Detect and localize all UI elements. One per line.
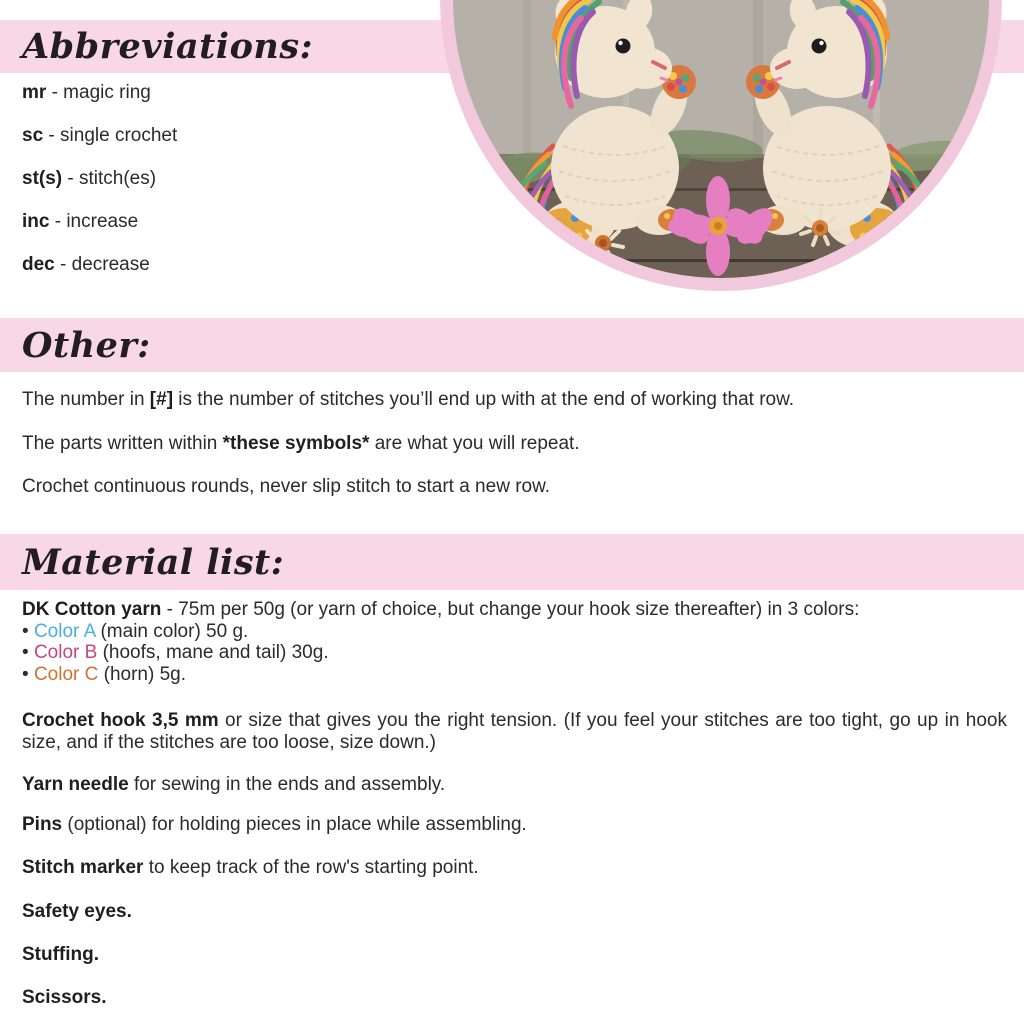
list-item-sc: sc - single crochet (22, 125, 178, 146)
crochet-hook-paragraph: Crochet hook 3,5 mm or size that gives you the right tension. (If you feel your stitches are too tight, go up in hook size, and if the stitches are too loose, size down.) (22, 710, 1007, 753)
abbreviations-list (22, 71, 442, 286)
safety-eyes-line: Safety eyes. (22, 901, 132, 922)
bullet-color-c: • Color C (horn) 5g. (22, 663, 186, 685)
list-item-dec: dec - decrease (22, 254, 150, 275)
paragraph-continuous-rounds: Crochet continuous rounds, never slip stitch to start a new row. (22, 476, 551, 497)
unicorns-photo (440, 0, 1002, 291)
material-list-heading: Material list: (22, 541, 285, 583)
stuffing-line: Stuffing. (22, 944, 100, 965)
paragraph-stitch-count: The number in [#] is the number of stitches you’ll end up with at the end of working that row. (22, 389, 795, 410)
list-item-mr: mr - magic ring (22, 82, 151, 103)
pins-line: Pins (optional) for holding pieces in place while assembling. (22, 814, 527, 835)
stitch-marker-line: Stitch marker to keep track of the row's starting point. (22, 857, 479, 878)
other-paragraphs (22, 378, 1007, 509)
abbreviations-heading: Abbreviations: (22, 26, 313, 67)
unicorns-photo-illustration (453, 0, 989, 278)
list-item-inc: inc - increase (22, 211, 139, 232)
yarn-line: DK Cotton yarn - 75m per 50g (or yarn of choice, but change your hook size thereafter) in 3 colors: (22, 599, 860, 620)
paragraph-repeat-symbols: The parts written within *these symbols* are what you will repeat. (22, 432, 580, 454)
other-heading: Other: (22, 324, 151, 366)
yarn-block (22, 599, 1012, 685)
yarn-needle-line: Yarn needle for sewing in the ends and assembly. (22, 774, 446, 795)
bullet-color-a: • Color A (main color) 50 g. (22, 620, 249, 642)
list-item-sts: st(s) - stitch(es) (22, 168, 157, 189)
scissors-line: Scissors. (22, 987, 107, 1008)
material-list-band (0, 534, 1024, 590)
bullet-color-b: • Color B (hoofs, mane and tail) 30g. (22, 642, 329, 663)
other-band (0, 318, 1024, 372)
